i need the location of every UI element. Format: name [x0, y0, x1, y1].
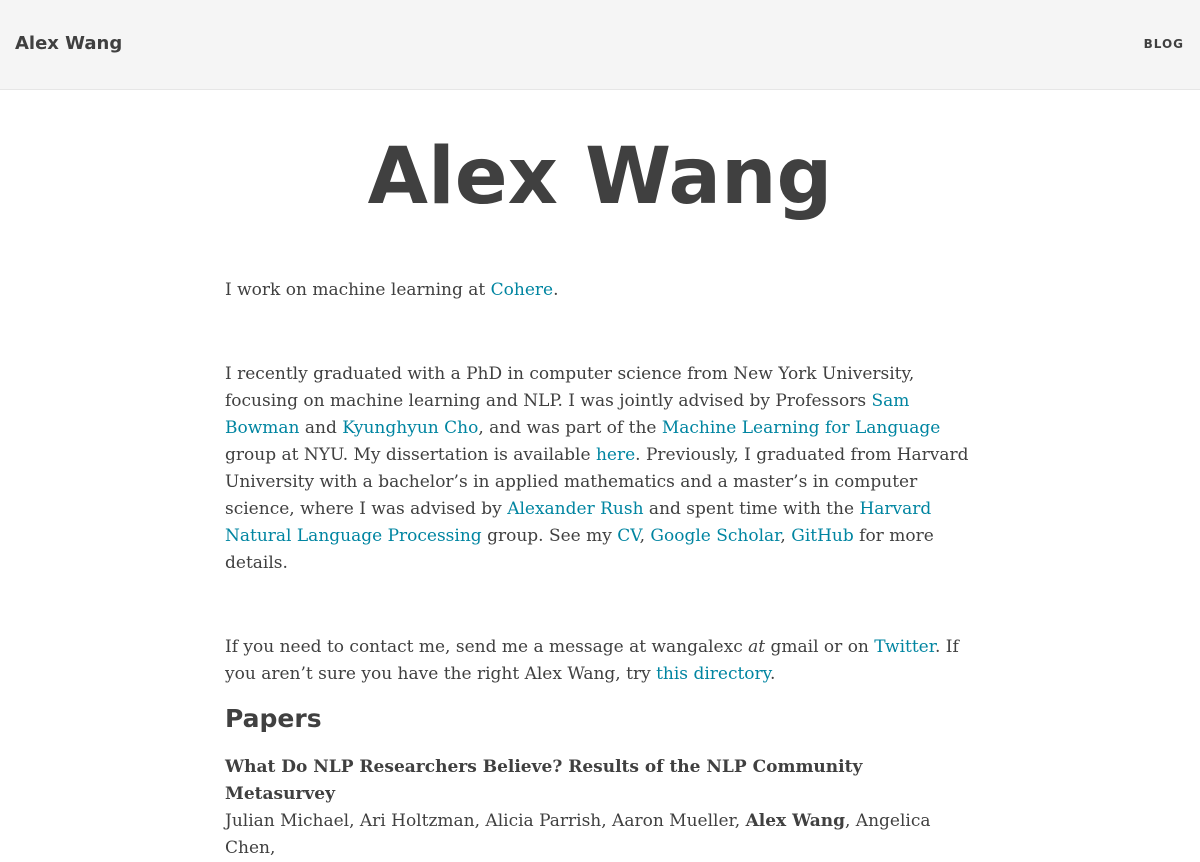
- intro-text: I work on machine learning at: [225, 280, 491, 300]
- bio-text: group at NYU. My dissertation is available: [225, 445, 596, 465]
- bio-text: for more details.: [225, 526, 934, 573]
- paper-author-self: Alex Wang: [745, 811, 845, 831]
- bio-text: ,: [780, 526, 792, 546]
- paper-authors-text: , Angelica Chen,: [225, 811, 931, 858]
- contact-text: If you need to contact me, send me a message at wangalexc: [225, 637, 749, 657]
- paper-authors: [225, 808, 975, 862]
- kyunghyun-cho-link[interactable]: Kyunghyun Cho: [342, 418, 479, 438]
- bio-text: group. See my: [481, 526, 618, 546]
- google-scholar-link[interactable]: Google Scholar: [650, 526, 781, 546]
- bio-text: , and was part of the: [478, 418, 662, 438]
- bio-text: and: [299, 418, 343, 438]
- github-link[interactable]: GitHub: [791, 526, 854, 546]
- nav-blog-link[interactable]: BLOG: [1143, 37, 1184, 51]
- harvard-nlp-link[interactable]: Harvard Natural Language Processing: [225, 499, 932, 546]
- paper-title: What Do NLP Researchers Believe? Results of the NLP Community Metasurvey: [225, 757, 863, 804]
- bio-text: ,: [639, 526, 651, 546]
- cohere-link[interactable]: Cohere: [490, 280, 554, 300]
- contact-text: gmail or on: [765, 637, 875, 657]
- bio-text: and spent time with the: [643, 499, 860, 519]
- ml2-group-link[interactable]: Machine Learning for Language: [661, 418, 941, 438]
- contact-at: at: [748, 637, 766, 657]
- contact-paragraph: [225, 634, 975, 688]
- alexander-rush-link[interactable]: Alexander Rush: [507, 499, 644, 519]
- intro-text-end: .: [553, 280, 559, 300]
- cv-link[interactable]: CV: [617, 526, 640, 546]
- dissertation-link[interactable]: here: [595, 445, 636, 465]
- navbar: [0, 0, 1200, 90]
- contact-text: .: [770, 664, 776, 684]
- bio-paragraph: [225, 361, 975, 577]
- contact-text: . If you aren’t sure you have the right Alex Wang, try: [225, 637, 959, 684]
- papers-heading: Papers: [225, 704, 322, 733]
- intro-paragraph: [225, 277, 975, 304]
- bio-text: . Previously, I graduated from Harvard University with a bachelor’s in applied mathematics and a master’s in computer science, where I was advised by: [225, 445, 969, 519]
- main-content: [225, 277, 975, 862]
- directory-link[interactable]: this directory: [656, 664, 771, 684]
- sam-bowman-link[interactable]: Sam Bowman: [225, 391, 910, 438]
- bio-text: I recently graduated with a PhD in computer science from New York University, focusing on machine learning and NLP. I was jointly advised by Professors: [225, 364, 915, 411]
- twitter-link[interactable]: Twitter: [874, 637, 935, 657]
- paper-item: [225, 754, 975, 862]
- paper-authors-text: Julian Michael, Ari Holtzman, Alicia Parrish, Aaron Mueller,: [225, 811, 746, 831]
- page-title: Alex Wang: [367, 132, 833, 222]
- brand-link[interactable]: Alex Wang: [15, 33, 123, 54]
